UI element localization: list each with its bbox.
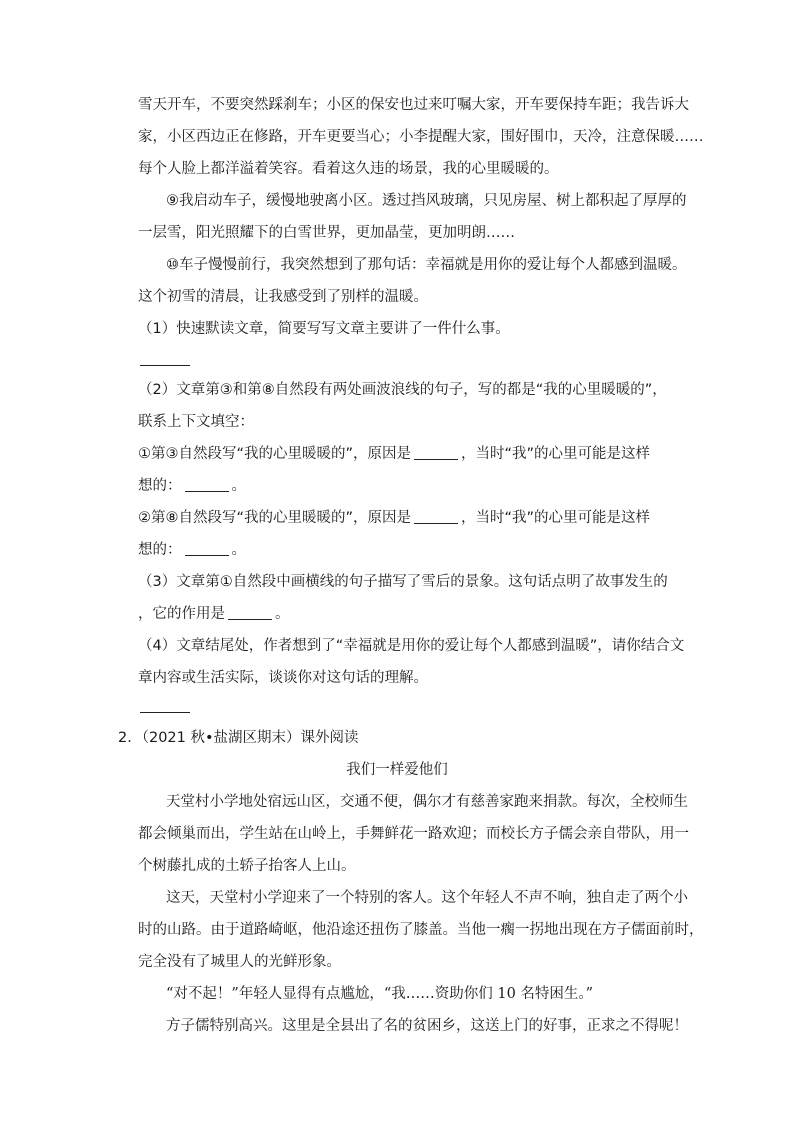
question-2a-end xyxy=(138,476,246,496)
p9-line-1: ⑨我启动车子，缓慢地驶离小区。透过挡风玻璃，只见房屋、树上都积起了厚厚的 xyxy=(166,193,687,209)
p10-line-2: 这个初雪的清晨，让我感受到了别样的温暖。 xyxy=(138,289,428,305)
question-2a xyxy=(138,444,650,464)
question-2-header: 2．（2021 秋•盐湖区期末）课外阅读 xyxy=(118,730,359,746)
story2-p2-line-3: 完全没有了城里人的光鲜形象。 xyxy=(138,954,341,970)
answer-blank-2a-thought[interactable] xyxy=(185,477,229,492)
p10-line-1: ⑩车子慢慢前行，我突然想到了那句话：幸福就是用你的爱让每个人都感到温暖。 xyxy=(166,257,687,273)
p8-line-3: 每个人脸上都洋溢着笑容。看着这久违的场景，我的心里暖暖的。 xyxy=(138,161,559,177)
p8-line-1: 雪天开车，不要突然踩刹车；小区的保安也过来叮嘱大家，开车要保持车距；我告诉大 xyxy=(138,97,689,113)
story2-p3: “对不起！”年轻人显得有点尴尬，“我……资助你们 10 名特困生。” xyxy=(166,986,594,1002)
answer-blank-3[interactable] xyxy=(228,605,272,620)
story-2-title: 我们一样爱他们 xyxy=(346,762,448,778)
question-3-post: 。 xyxy=(275,606,290,622)
question-2b xyxy=(138,508,650,528)
question-2a-end-post: 。 xyxy=(231,478,246,494)
answer-blank-2a-reason[interactable] xyxy=(414,445,458,460)
answer-line-q1[interactable] xyxy=(140,365,190,366)
question-1: （1）快速默读文章，简要写写文章主要讲了一件什么事。 xyxy=(138,321,510,337)
answer-blank-2b-thought[interactable] xyxy=(185,541,229,556)
question-4-line-2: 章内容或生活实际，谈谈你对这句话的理解。 xyxy=(138,670,428,686)
question-2-line-1: （2）文章第③和第⑧自然段有两处画波浪线的句子，写的都是“我的心里暖暖的”， xyxy=(138,382,667,398)
question-3-line-2 xyxy=(138,604,290,624)
question-3-line-1: （3）文章第①自然段中画横线的句子描写了雪后的景象。这句话点明了故事发生的 xyxy=(138,574,668,590)
question-2b-mid: ，当时“我”的心里可能是这样 xyxy=(461,510,651,526)
story2-p2-line-1: 这天，天堂村小学迎来了一个特别的客人。这个年轻人不声不响，独自走了两个小 xyxy=(166,890,688,906)
question-2-line-2: 联系上下文填空： xyxy=(138,414,254,430)
answer-blank-2b-reason[interactable] xyxy=(414,509,458,524)
p9-line-2: 一层雪，阳光照耀下的白雪世界，更加晶莹，更加明朗…… xyxy=(138,225,515,241)
question-3-text: ，它的作用是 xyxy=(138,606,225,622)
question-2b-end-post: 。 xyxy=(231,542,246,558)
question-2b-text: ②第⑧自然段写“我的心里暖暖的”，原因是 xyxy=(138,510,412,526)
question-2b-end xyxy=(138,540,246,560)
p8-line-2: 家，小区西边正在修路，开车更要当心；小李提醒大家，围好围巾，天冷，注意保暖…… xyxy=(138,129,704,145)
question-2a-mid: ，当时“我”的心里可能是这样 xyxy=(461,446,651,462)
story2-p1-line-3: 个树藤扎成的土轿子抬客人上山。 xyxy=(138,858,356,874)
question-2a-text: ①第③自然段写“我的心里暖暖的”，原因是 xyxy=(138,446,412,462)
answer-line-q4[interactable] xyxy=(140,712,190,713)
question-2b-end-text: 想的： xyxy=(138,542,182,558)
question-4-line-1: （4）文章结尾处，作者想到了“幸福就是用你的爱让每个人都感到温暖”，请你结合文 xyxy=(138,638,685,654)
story2-p2-line-2: 时的山路。由于道路崎岖，他沿途还扭伤了膝盖。当他一瘸一拐地出现在方子儒面前时， xyxy=(138,922,704,938)
question-2a-end-text: 想的： xyxy=(138,478,182,494)
story2-p1-line-2: 都会倾巢而出，学生站在山岭上，手舞鲜花一路欢迎；而校长方子儒会亲自带队，用一 xyxy=(138,826,689,842)
story2-p4: 方子儒特别高兴。这里是全县出了名的贫困乡，这送上门的好事，正求之不得呢！ xyxy=(166,1018,688,1034)
story2-p1-line-1: 天堂村小学地处宿远山区，交通不便，偶尔才有慈善家跑来捐款。每次，全校师生 xyxy=(166,794,688,810)
